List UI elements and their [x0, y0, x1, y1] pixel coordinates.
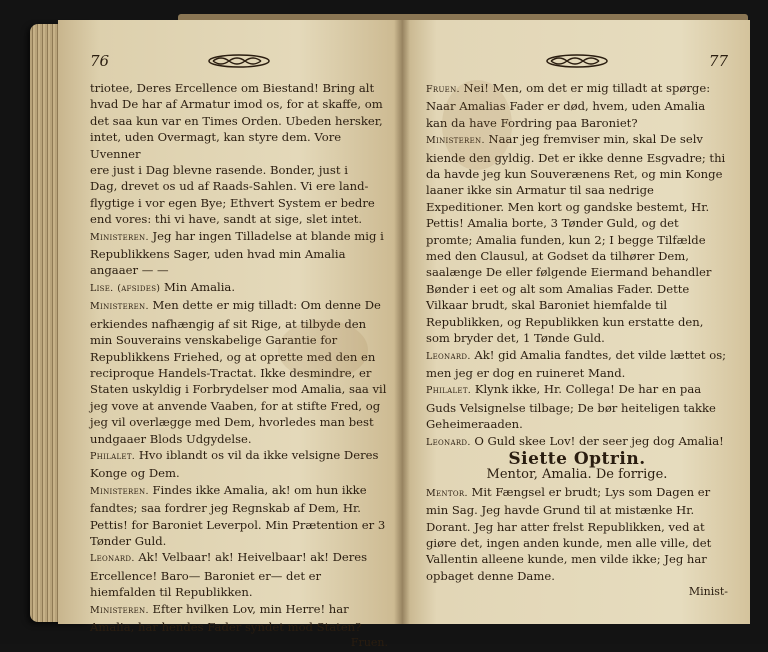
book-gutter — [394, 20, 410, 624]
speech-text: Mit Fængsel er brudt; Lys som Dagen er min Sag. Jeg havde Grund til at mistænke Hr. Dorant. Jeg har atter frelst Republikken, ved at giøre det, ingen anden kunde, men alle ville, det Vallentin alleene kunde, men vilde ikke; Jeg har opbaget denne Dame. — [426, 484, 712, 583]
speech-text: Naar jeg fremviser min, skal De selv kiende den gyldig. Det er ikke denne Esgvadre; thi da havde jeg kun Souverænens Ret, og min Konge laaner ikke sin Armatur til saa nedrige Expeditioner. Men kort og gandske bestemt, Hr. Pettis! Amalia borte, 3 Tønder Guld, og det promte; Amalia funden, kun 2; I begge Tilfælde med den Clausul, at Godset da tilhører Dem, saalænge De eller følgende Eiermand behandler Bønder i eet og alt som Amalias Fader. Dette Vilkaar brudt, skal Baroniet hiemfalde til Republikken, og Republikken kun erstatte den, som bryder det, 1 Tønde Guld. — [426, 132, 726, 346]
speaker-name: Leonard. — [426, 350, 471, 362]
speaker-name: Philalet. — [426, 385, 472, 397]
speaker-name: Philalet. — [90, 450, 136, 462]
speech-text: Hvo iblandt os vil da ikke velsigne Deres Konge og Dem. — [90, 447, 379, 481]
speech — [426, 347, 728, 382]
page-number: 76 — [90, 52, 110, 70]
paper-stain — [278, 320, 368, 380]
speaker-name: Fruen. — [426, 84, 460, 95]
text-line: end vores: thi vi have, sandt at sige, slet intet. — [90, 212, 363, 227]
speech-text: Ak! gid Amalia fandtes, det vilde lættet os; men jeg er dog en ruineret Mand. — [426, 347, 727, 380]
speech-text: Jeg har ingen Tilladelse at blande mig i Republikkens Sager, uden hvad min Amalia angaaer — — — [90, 228, 384, 278]
speaker-name: Mentor. — [426, 487, 468, 499]
speech-text: Klynk ikke, Hr. Collega! De har en paa Guds Velsignelse tilbage; De bør heiteligen takke Geheimeraaden. — [426, 382, 716, 432]
speech-text: Ak! Velbaar! ak! Heivelbaar! ak! Deres Ercellence! Baro— Baroniet er— det er hiemfalden til Republikken. — [90, 550, 368, 600]
ornament-icon — [545, 54, 609, 68]
text-line: intet, uden Overmagt, kan styre dem. Vore Uvenner — [90, 130, 342, 161]
speech-text: O Guld skee Lov! der seer jeg dog Amalia! — [474, 433, 724, 448]
speaker-name: Ministeren. — [90, 485, 149, 497]
speech — [90, 549, 388, 600]
right-page — [402, 20, 750, 624]
page-header — [90, 52, 388, 74]
page-number: 77 — [708, 52, 728, 70]
scene-title: Siette Optrin. — [508, 448, 646, 469]
ornament-icon — [207, 54, 271, 68]
speaker-name: Ministeren. — [90, 231, 149, 243]
text-line: Dag, drevet os ud af Raads-Sahlen. Vi ere land- — [90, 179, 369, 194]
speech — [426, 484, 728, 584]
speech-text: Min Amalia. — [163, 279, 236, 294]
speaker-name: Ministeren. — [90, 604, 149, 616]
catchword: Fruen. — [350, 636, 388, 650]
text-line: det saa kun var en Times Orden. Ubeden hersker, — [90, 113, 383, 128]
speech — [426, 381, 728, 432]
speaker-name: Lise. — [90, 282, 114, 294]
text-line: hvad De har af Armatur imod os, for at skaffe, om — [90, 97, 383, 112]
speech — [90, 601, 388, 636]
speech-text: Findes ikke Amalia, ak! om hun ikke fandtes; saa fordrer jeg Regnskab af Dem, Hr. Pettis! for Baroniet Leverpol. Min Prætention er 3 Tønder Guld. — [90, 482, 386, 548]
text-line: triotee, Deres Ercellence om Biestand! Bring alt — [90, 81, 375, 95]
page-header — [426, 52, 728, 74]
speaker-name: Leonard. — [426, 436, 471, 448]
speaker-name: Ministeren. — [90, 301, 149, 313]
stage-direction: (afsides) — [117, 282, 161, 294]
speaker-name: Leonard. — [90, 553, 135, 565]
paper-stain — [442, 80, 512, 170]
text-line: flygtige i vor egen Bye; Ethvert System er bedre — [90, 195, 375, 210]
speech-text: Men dette er mig tilladt: Om denne De erkiendes nafhængig af sit Rige, at tilbyde den min Souverains venskabelige Garantie for Republikkens Friehed, og at oprette med den en reciproque Handels-Tractat. Ikke desmindre, er Staten uskyldig i Forbrydelser mod Amalia, saa vil jeg vove at anvende Vaaben, for at stifte Fred, og jeg vil overlægge med Dem, hvorledes man best undgaaer Blods Udgydelse. — [90, 298, 387, 446]
left-page — [58, 20, 402, 650]
speech — [90, 482, 388, 550]
scene-subtitle: Mentor, Amalia. De forrige. — [486, 467, 668, 483]
speech — [90, 279, 388, 297]
text-line: ere just i Dag blevne rasende. Bonder, just i — [90, 163, 348, 178]
speech-text: Nei! Men, om det er mig tilladt at spørge: Naar Amalias Fader er død, hvem, uden Amalia kan da have Fordring paa Baroniet? — [426, 81, 711, 130]
speech — [90, 228, 388, 279]
speaker-name: Ministeren. — [426, 135, 485, 147]
speech-text: Efter hvilken Lov, min Herre! har Amalia, har hendes Fader syndet mod Staten? — [90, 601, 362, 634]
catchword: Minist- — [688, 585, 728, 599]
speech — [90, 447, 388, 482]
